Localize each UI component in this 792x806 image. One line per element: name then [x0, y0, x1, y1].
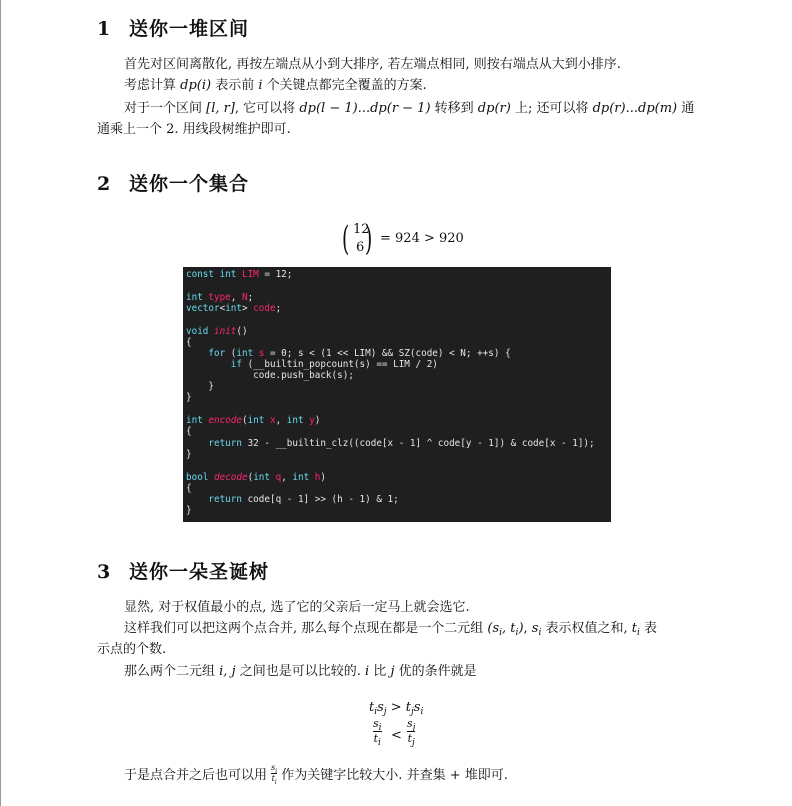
s3-paragraph-4	[124, 661, 477, 682]
s3-paragraph-3: 示点的个数.	[97, 642, 167, 657]
text: 个关键点都完全覆盖的方案.	[262, 78, 427, 93]
math-interval: [l, r]	[206, 101, 235, 116]
text: 比	[369, 664, 391, 679]
fraction-sj-tj: $s_j$ $t_j$	[407, 717, 416, 748]
math-dp-r-m: dp(r)...dp(m)	[592, 101, 678, 116]
binom-bottom: 6	[356, 240, 365, 255]
section-title: 送你一堆区间	[129, 18, 250, 40]
s3-paragraph-2: 这样我们可以把这两个点合并, 那么每个点现在都是一个二元组 ($s_i$, $t_i$), $s_i$ 表示权值之和, $t_i$ 表	[124, 621, 658, 638]
math-dp-range: dp(l − 1)...dp(r − 1)	[299, 101, 431, 116]
section-3-heading	[97, 557, 269, 584]
s1-paragraph-1: 首先对区间离散化, 再按左端点从小到大排序, 若左端点相同, 则按右端点从大到小排序.	[124, 57, 621, 72]
text: 这样我们可以把这两个点合并, 那么每个点现在都是一个二元组	[124, 621, 488, 636]
code-line: }	[186, 381, 214, 392]
code-line: {	[186, 426, 192, 437]
code-line: void init()	[186, 326, 248, 337]
text: 那么两个二元组	[124, 664, 220, 679]
text: 表示权值之和,	[545, 621, 632, 636]
text: 于是点合并之后也可以用	[124, 768, 272, 783]
s1-paragraph-2	[124, 75, 427, 96]
code-line: int type, N;	[186, 292, 254, 303]
page-left-border	[0, 0, 1, 806]
s3-paragraph-5	[124, 764, 508, 786]
binom-result: = 924 > 920	[380, 231, 464, 246]
code-line: return 32 - __builtin_clz((code[x - 1] ^ code[y - 1]) & code[x - 1]);	[208, 438, 595, 449]
text: 上; 还可以将	[510, 101, 593, 116]
text: 优的条件就是	[394, 664, 477, 679]
section-number: 2	[97, 173, 112, 195]
code-line: vector<int> code;	[186, 303, 282, 314]
display-inequality-1: $t_is_j > t_js_i$	[369, 700, 424, 717]
less-than-sign: <	[391, 728, 402, 743]
right-paren: )	[364, 219, 373, 259]
code-line: }	[186, 449, 192, 460]
code-line: for (int s = 0; s < (1 << LIM) && SZ(code) < N; ++s) {	[208, 348, 511, 359]
text: 转移到	[430, 101, 478, 116]
text: 之间也是可以比较的.	[235, 664, 365, 679]
math-dp-i: dp(i)	[180, 78, 212, 93]
code-line: }	[186, 505, 192, 516]
math-ti: $t_i$	[631, 621, 640, 638]
code-line: {	[186, 337, 192, 348]
math-si: $s_i$	[531, 621, 542, 638]
section-1-heading	[97, 14, 249, 41]
text: 表	[639, 621, 658, 636]
inline-fraction: $\frac{s_i}{t_i}$	[271, 763, 278, 786]
text: 考虑计算	[124, 78, 181, 93]
text: 通	[677, 101, 695, 116]
math-i: i	[365, 664, 370, 679]
code-line: const int LIM = 12;	[186, 269, 293, 280]
text: 对于一个区间	[124, 101, 207, 116]
code-line: code.push_back(s);	[186, 370, 354, 381]
math-i: i	[258, 78, 263, 93]
section-title: 送你一个集合	[129, 173, 250, 195]
text: , 它可以将	[234, 101, 300, 116]
math-pair: ($s_i$, $t_i$)	[487, 621, 524, 638]
math-dp-r: dp(r)	[477, 101, 511, 116]
left-paren: (	[341, 219, 350, 259]
code-line: bool decode(int q, int h)	[186, 472, 327, 483]
section-number: 1	[97, 18, 112, 40]
code-line: return code[q - 1] >> (h - 1) & 1;	[208, 494, 399, 505]
text: 作为关键字比较大小. 并查集 + 堆即可.	[277, 768, 508, 783]
text: 表示前	[211, 78, 259, 93]
code-line: if (__builtin_popcount(s) == LIM / 2)	[230, 359, 438, 370]
code-line: int encode(int x, int y)	[186, 415, 321, 426]
code-line: {	[186, 483, 192, 494]
s3-paragraph-1: 显然, 对于权值最小的点, 选了它的父亲后一定马上就会选它.	[124, 600, 470, 615]
math-ij: i, j	[219, 664, 236, 679]
code-line: }	[186, 392, 192, 403]
code-block	[183, 267, 611, 522]
math-j: j	[390, 664, 395, 679]
section-title: 送你一朵圣诞树	[129, 561, 270, 583]
binomial-equation	[341, 219, 464, 259]
fraction-si-ti: $s_i$ $t_i$	[373, 717, 382, 748]
section-number: 3	[97, 561, 112, 583]
section-2-heading	[97, 169, 249, 196]
s1-paragraph-4: 通乘上一个 2. 用线段树维护即可.	[97, 122, 291, 137]
binom-top: 12	[353, 222, 370, 237]
s1-paragraph-3	[124, 98, 694, 119]
